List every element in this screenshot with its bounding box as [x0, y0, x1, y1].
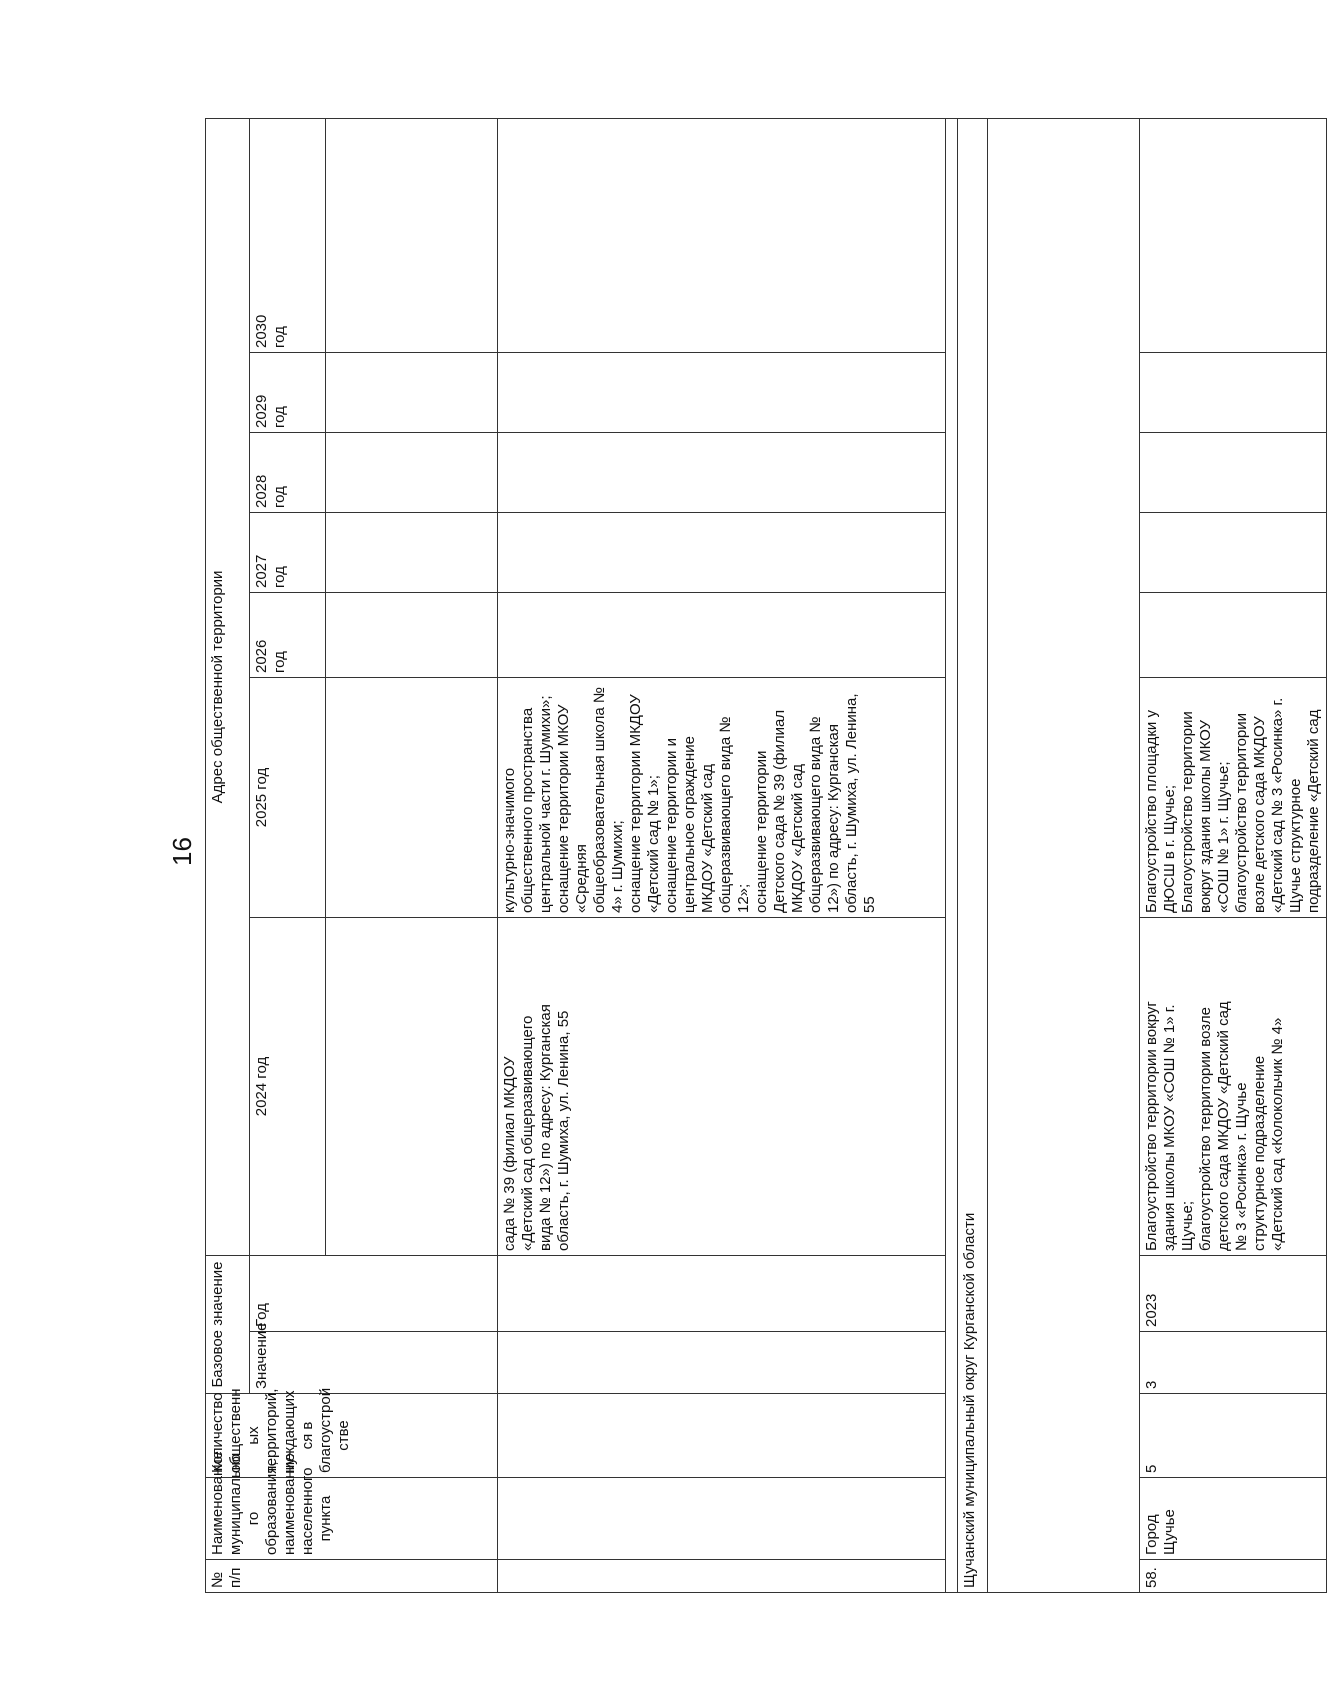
- section-row: [958, 118, 988, 1592]
- spacer-row: [988, 118, 1140, 1592]
- header-count: Количество общественн ых территорий, нуждающих ся в благоустрой стве: [206, 1394, 498, 1478]
- header-year-2025: 2025 год: [250, 678, 326, 918]
- header-spacer-2025: [326, 678, 498, 918]
- table-row: [498, 118, 946, 1592]
- header-year-2024: 2024 год: [250, 918, 326, 1256]
- section-title: Щучанский муниципальный округ Курганской области: [958, 118, 988, 1592]
- cell-base-year: [498, 1256, 946, 1332]
- rotated-table-wrapper: [205, 119, 1322, 1593]
- cell-num: 58.: [1140, 1560, 1327, 1593]
- header-spacer-2029: [326, 353, 498, 433]
- cell-2026: [1140, 593, 1327, 678]
- header-spacer-2027: [326, 513, 498, 593]
- spacer-cell: [946, 118, 958, 1592]
- cell-2024: Благоустройство территории вокруг здания школы МКОУ «СОШ № 1» г. Щучье; благоустройство территории возле детского сада МКДОУ «Детский сад № 3 «Росинка» г. Щучье структурное подразделение «Детский сад «Колокольчик № 4»: [1140, 918, 1327, 1256]
- header-address: Адрес общественной территории: [206, 118, 250, 1255]
- cell-2026: [498, 593, 946, 678]
- cell-count: 5: [1140, 1394, 1327, 1478]
- cell-2025: культурно-значимого общественного пространства центральной части г. Шумихи»; оснащение территории МКОУ «Средняя общеобразовательная школа № 4» г. Шумихи; оснащение территории МКДОУ «Детский сад № 1»; оснащение территории и центральное ограждение МКДОУ «Детский сад общеразвивающего вида № 12»; оснащение территории Детского сада № 39 (филиал МКДОУ «Детский сад общеразвивающего вида № 12») по адресу: Курганская область, г. Шумиха, ул. Ленина, 55: [498, 678, 946, 918]
- cell-2029: [498, 353, 946, 433]
- cell-base-year: 2023: [1140, 1256, 1327, 1332]
- spacer-cell: [988, 118, 1140, 1592]
- header-year-2029: 2029 год: [250, 353, 326, 433]
- header-year-2030: 2030 год: [250, 118, 326, 352]
- cell-2028: [1140, 433, 1327, 513]
- cell-2027: [1140, 513, 1327, 593]
- cell-2025: Благоустройство площадки у ДЮСШ в г. Щучье; Благоустройство территории вокруг здания школы МКОУ «СОШ № 1» г. Щучье; благоустройство территории возле детского сада МКДОУ «Детский сад № 3 «Росинка» г. Щучье структурное подразделение «Детский сад: [1140, 678, 1327, 918]
- table-row: [1140, 118, 1327, 1592]
- header-municipality: Наименование муниципально го образования, наименование населенного пункта: [206, 1478, 498, 1560]
- page-number: 16: [166, 837, 197, 866]
- cell-name: Город Щучье: [1140, 1478, 1327, 1560]
- header-spacer-2030: [326, 118, 498, 352]
- header-year-2028: 2028 год: [250, 433, 326, 513]
- header-year-2026: 2026 год: [250, 593, 326, 678]
- cell-2028: [498, 433, 946, 513]
- header-base-value-year: Год: [250, 1256, 498, 1332]
- cell-2030: [1140, 118, 1327, 352]
- cell-base-value: 3: [1140, 1332, 1327, 1394]
- header-base-value-value: Значение: [250, 1332, 498, 1394]
- cell-2024: сада № 39 (филиал МКДОУ «Детский сад общеразвивающего вида № 12») по адресу: Курганская область, г. Шумиха, ул. Ленина, 55: [498, 918, 946, 1256]
- header-base-value: Базовое значение: [206, 1256, 250, 1394]
- cell-2030: [498, 118, 946, 352]
- cell-count: [498, 1394, 946, 1478]
- header-spacer-2028: [326, 433, 498, 513]
- public-territories-table: [205, 118, 1327, 1593]
- header-num: № п/п: [206, 1560, 498, 1593]
- cell-2029: [1140, 353, 1327, 433]
- spacer-row: [946, 118, 958, 1592]
- cell-num: [498, 1560, 946, 1593]
- cell-name: [498, 1478, 946, 1560]
- header-spacer-2024: [326, 918, 498, 1256]
- cell-base-value: [498, 1332, 946, 1394]
- cell-2027: [498, 513, 946, 593]
- header-spacer-2026: [326, 593, 498, 678]
- header-year-2027: 2027 год: [250, 513, 326, 593]
